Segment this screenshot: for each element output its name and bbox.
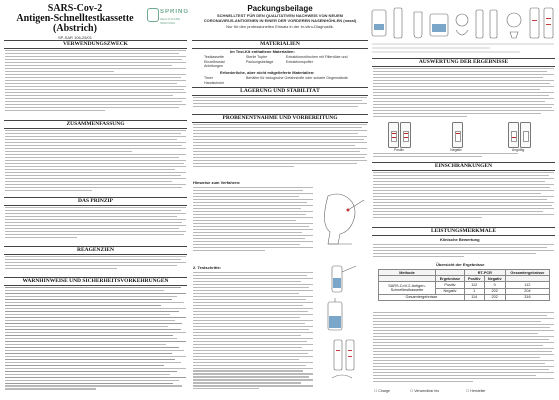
product-title-block <box>6 4 144 40</box>
result-label-negative: Negativ <box>450 148 462 152</box>
th-total: Gesamtergebnisse <box>505 270 549 276</box>
table-row: SARS-CoV-2-Antigen-Schnelltestkassette Positiv 112 0 112 <box>379 282 550 288</box>
intended-use-text <box>5 50 186 116</box>
row-label: SARS-CoV-2-Antigen-Schnelltestkassette <box>379 282 436 294</box>
storage-text <box>193 97 367 112</box>
warnings-text <box>5 287 186 398</box>
note-text <box>193 187 313 262</box>
summary-text <box>5 130 186 194</box>
specimen-text <box>193 124 367 180</box>
materials-included-col2: Sterile Tupfer Packungsbeilage <box>246 55 274 64</box>
cassette-invalid-1 <box>508 122 519 148</box>
overview-heading: Übersicht der Ergebnisse <box>436 262 485 267</box>
materials-required-col2: Behälter für biologische Gefahrstoffe oder scharfe Gegenstände <box>246 76 348 80</box>
section-limitations: EINSCHRÄNKUNGEN <box>372 162 555 171</box>
title-line-2: Antigen-Schnelltestkassette <box>16 13 134 24</box>
leaflet-note: Nur für den professionellen Einsatz in der In-vitro-Diagnostik. <box>226 24 334 29</box>
section-summary: ZUSAMMENFASSUNG <box>4 120 187 129</box>
title-line-1: SARS-Cov-2 <box>47 3 103 14</box>
section-interpretation: AUSWERTUNG DER ERGEBNISSE <box>372 58 555 67</box>
section-reagents: REAGENZIEN <box>4 246 187 255</box>
leaflet-title: Packungsbeilage <box>247 4 313 13</box>
title-line-3: (Abstrich) <box>53 23 97 34</box>
materials-included-heading: Im Test-Kit enthaltene Materialien: <box>230 49 295 54</box>
footer-lot: ☐ Charge <box>374 389 391 393</box>
procedure-illustrations <box>370 4 556 56</box>
cassette-invalid-2 <box>520 122 531 148</box>
section-principle: DAS PRINZIP <box>4 197 187 206</box>
reagents-text <box>5 256 186 274</box>
section-performance: LEISTUNGSMERKMALE <box>372 227 555 236</box>
section-warnings: WARNHINWEISE UND SICHERHEITSVORKEHRUNGEN <box>4 277 187 286</box>
performance-text <box>373 312 554 384</box>
table-row-total: Gesamtergebnisse 114 202 316 <box>379 294 550 300</box>
materials-included-col1: Testkassette Einzelbrustal Anleitungen <box>204 55 225 69</box>
principle-text <box>5 207 186 243</box>
brand-logo <box>147 8 195 24</box>
interpretation-text <box>373 68 554 120</box>
note-heading: Hinweise zum Verfahren: <box>193 180 241 185</box>
clinical-sensitivity-heading: Klinische Bewertung <box>440 237 480 242</box>
brand-sub: HEALTHCARE SERVICES <box>160 17 180 25</box>
section-materials: MATERIALIEN <box>192 40 368 49</box>
cassette-negative <box>452 122 463 148</box>
limitations-text <box>373 172 554 222</box>
leaflet-line-2: CORONAVIRUS-ANTIGENEN IN EINER DER VORDEREN NASENHÖHLEN (nasal) <box>203 18 357 23</box>
performance-table: Methode RT-PCR Gesamtergebnisse Ergebnisse Positiv Negativ SARS-CoV-2-Antigen-Schnelltestkassette Positiv 112 0 112 Negativ 1 202 204 Gesamtergebnisse 114 202 316 <box>378 269 550 301</box>
leaflet-header <box>196 4 364 29</box>
result-label-positive: Positiv <box>394 148 404 152</box>
procedure-heading: 2. Testschritte: <box>193 265 222 270</box>
cassette-positive-2 <box>400 122 411 148</box>
nasal-swab-illustration <box>318 190 366 252</box>
interpretation-note <box>373 153 554 161</box>
procedure-text <box>193 272 313 398</box>
th-method: Methode <box>379 270 436 276</box>
procedure-step-illustrations <box>318 262 366 396</box>
result-label-invalid: Ungültig <box>511 148 525 152</box>
brand-name: SPRING <box>160 9 190 15</box>
materials-required-col1: Timer Handschuhe <box>204 76 225 85</box>
leaflet-line-1: SCHNELLTEST FÜR DEN QUALITATIVEN NACHWEIS VON NEUEM <box>217 13 343 18</box>
th-rtpcr: RT-PCR <box>464 270 505 276</box>
logo-mark-icon <box>147 8 159 22</box>
section-intended-use: VERWENDUNGSZWECK <box>4 40 187 49</box>
clinical-text <box>373 244 554 260</box>
materials-required-heading: Erforderliche, aber nicht mitgelieferte Materialien: <box>220 70 315 75</box>
footer-manufacturer: ☐ Hersteller <box>466 389 486 393</box>
section-specimen: PROBENENTNAHME UND VORBEREITUNG <box>192 114 368 123</box>
materials-included-col3: Extraktionsröhrchen mit Filterdüse und Extraktionspuffer <box>286 55 348 64</box>
footer-expiry: ☐ Verwendbar bis <box>410 389 440 393</box>
cassette-positive-1 <box>388 122 399 148</box>
table-row: Negativ 1 202 204 <box>379 288 550 294</box>
section-storage: LAGERUNG UND STABILITÄT <box>192 87 368 96</box>
product-code: SP-SAR 106-25/01 <box>57 35 93 40</box>
